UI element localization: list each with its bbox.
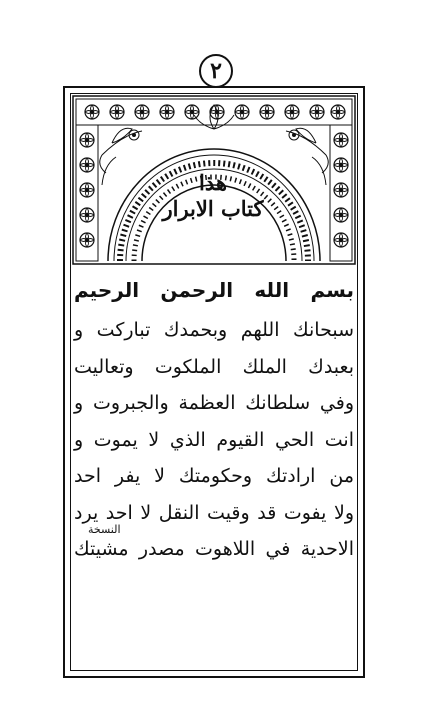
text-line: من ارادتك وحكومتك لا يفر احد [74, 465, 354, 487]
text-line: سبحانك اللهم وبحمدك تباركت و [74, 319, 354, 341]
floral-spandrel-right [286, 128, 328, 185]
text-line: بعبدك الملك الملكوت وتعاليت [74, 355, 354, 378]
text-line: ولا يفوت قد وقيت النقل لا احد يرد [74, 501, 354, 524]
text-line: انت الحي القيوم الذي لا يموت و [74, 428, 354, 451]
text-line: بسم الله الرحمن الرحيم [74, 278, 354, 302]
text-line: وفي سلطانك العظمة والجبروت و [74, 392, 354, 414]
marginal-note: النسخة [88, 523, 121, 536]
header-title-line-1: هذا [199, 170, 227, 195]
page-number: ۲ [210, 58, 222, 84]
floral-spandrel-left [100, 128, 142, 185]
page-number-badge [199, 54, 233, 88]
header-title-line-2: كتاب الابرار [162, 196, 264, 221]
text-line: الاحدية في اللاهوت مصدر مشيتك [74, 538, 354, 560]
